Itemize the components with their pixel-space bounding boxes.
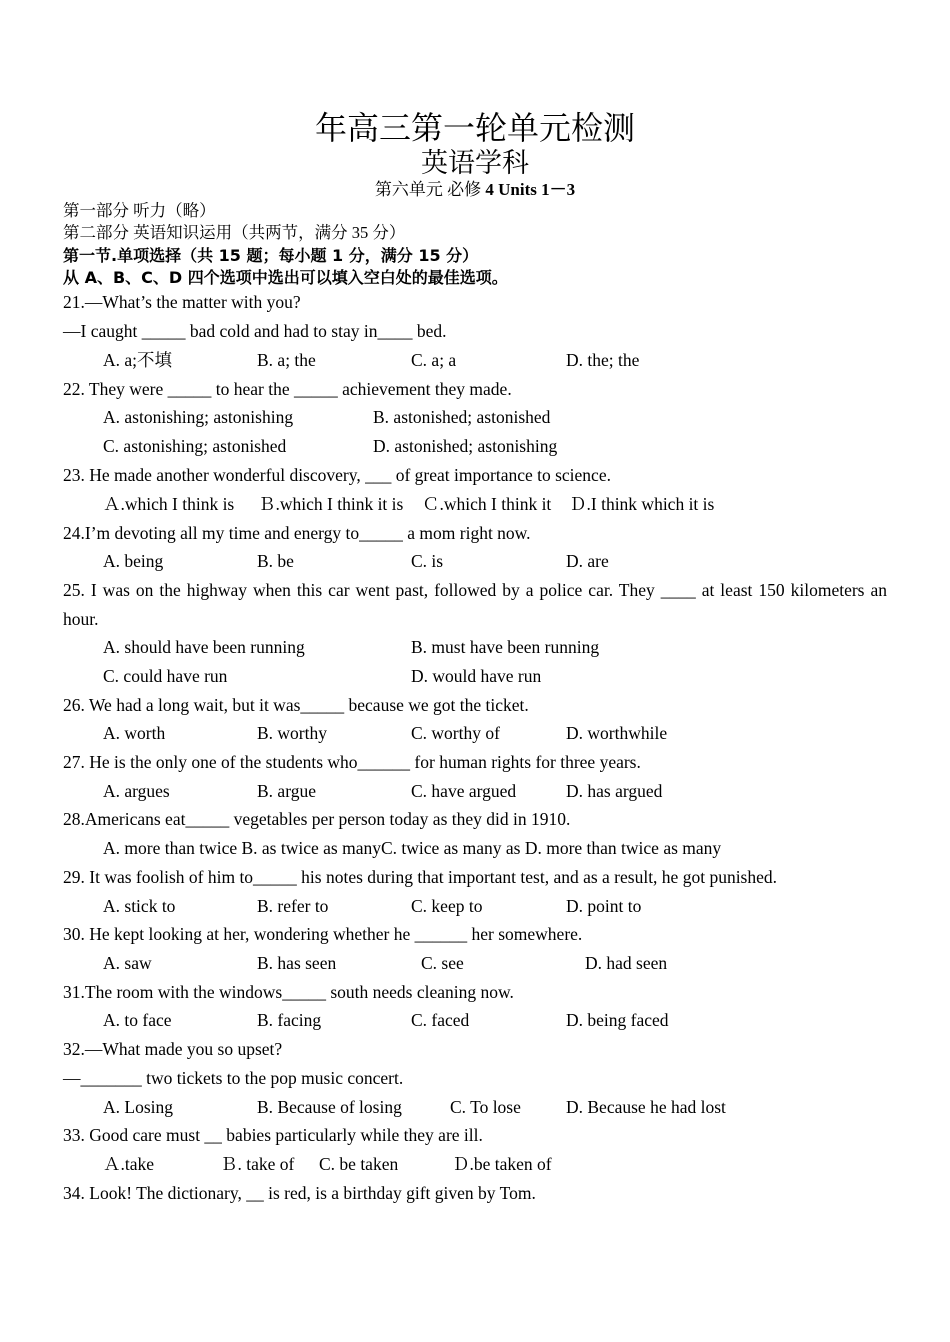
unit-prefix: 第六单元 必修 [374,180,482,199]
section1-heading: 第一节.单项选择（共 15 题；每小题 1 分，满分 15 分） [63,246,479,265]
question-34-stem: 34. Look! The dictionary, __ is red, is a birthday gift given by Tom. [63,1183,536,1203]
question-21-stem2: —I caught _____ bad cold and had to stay in____ bed. [63,321,447,341]
q26-option-d: D. worthwhile [566,723,668,743]
q23-option-d: Ｄ.I think which it is [569,494,715,514]
q21-option-c: C. a; a [411,350,457,370]
q32-option-a: A. Losing [103,1097,173,1117]
exam-title: 年高三第一轮单元检测 [314,110,635,146]
q30-option-c: C. see [421,953,464,973]
q22-option-d: D. astonished; astonishing [373,436,558,456]
unit-line [0,178,950,202]
q30-option-a: A. saw [103,953,152,973]
question-21-stem: 21.—What’s the matter with you? [63,292,301,312]
q29-option-d: D. point to [566,896,642,916]
part2-heading: 第二部分 英语知识运用（共两节，满分 35 分） [63,223,406,242]
q33-option-c: C. be taken [319,1154,399,1174]
question-27-stem: 27. He is the only one of the students who______ for human rights for three years. [63,752,641,772]
q31-option-c: C. faced [411,1010,470,1030]
question-32-stem2: —_______ two tickets to the pop music concert. [63,1068,404,1088]
q25-option-a: A. should have been running [103,637,305,657]
q31-option-d: D. being faced [566,1010,669,1030]
q25-option-d: D. would have run [411,666,542,686]
question-23-stem: 23. He made another wonderful discovery, ___ of great importance to science. [63,465,611,485]
q29-option-c: C. keep to [411,896,483,916]
instruction: 从 A、B、C、D 四个选项中选出可以填入空白处的最佳选项。 [63,268,508,287]
q26-option-b: B. worthy [257,723,327,743]
q32-option-c: C. To lose [450,1097,521,1117]
q23-option-c: Ｃ.which I think it [422,494,552,514]
question-32-stem: 32.—What made you so upset? [63,1039,283,1059]
question-26-stem: 26. We had a long wait, but it was_____ because we got the ticket. [63,695,529,715]
question-28-stem: 28.Americans eat_____ vegetables per person today as they did in 1910. [63,809,571,829]
q22-option-c: C. astonishing; astonished [103,436,287,456]
q26-option-c: C. worthy of [411,723,500,743]
q22-option-b: B. astonished; astonished [373,407,551,427]
question-25-stem: 25. I was on the highway when this car went past, followed by a police car. They ____ at least 150 kilometers an hour. [63,580,887,629]
q31-option-a: A. to face [103,1010,172,1030]
q27-option-a: A. argues [103,781,170,801]
question-30-stem: 30. He kept looking at her, wondering whether he ______ her somewhere. [63,924,583,944]
q21-option-b: B. a; the [257,350,316,370]
q24-option-d: D. are [566,551,609,571]
q24-option-b: B. be [257,551,294,571]
question-29-stem: 29. It was foolish of him to_____ his notes during that important test, and as a result, he got punished. [63,867,778,887]
q21-option-a: A. a;不填 [103,350,173,370]
question-31-stem: 31.The room with the windows_____ south needs cleaning now. [63,982,514,1002]
question-22-stem: 22. They were _____ to hear the _____ achievement they made. [63,379,512,399]
q21-option-d: D. the; the [566,350,640,370]
subject-title: 英语学科 [421,148,529,178]
q24-option-a: A. being [103,551,164,571]
q31-option-b: B. facing [257,1010,322,1030]
q24-option-c: C. is [411,551,444,571]
q27-option-d: D. has argued [566,781,663,801]
q33-option-d: Ｄ.be taken of [452,1154,552,1174]
part1-heading: 第一部分 听力（略） [63,201,216,220]
q23-option-a: Ａ.which I think is [103,494,235,514]
q33-option-a: Ａ.take [103,1154,155,1174]
q32-option-d: D. Because he had lost [566,1097,726,1117]
unit-suffix: 4 Units 1－3 [485,180,576,199]
q29-option-b: B. refer to [257,896,329,916]
q27-option-b: B. argue [257,781,316,801]
q29-option-a: A. stick to [103,896,176,916]
q33-option-b: Ｂ. take of [220,1154,295,1174]
question-24-stem: 24.I’m devoting all my time and energy to_____ a mom right now. [63,523,531,543]
q22-option-a: A. astonishing; astonishing [103,407,294,427]
q25-option-c: C. could have run [103,666,228,686]
q32-option-b: B. Because of losing [257,1097,402,1117]
q30-option-d: D. had seen [585,953,668,973]
q27-option-c: C. have argued [411,781,517,801]
q28-options: A. more than twice B. as twice as manyC. twice as many as D. more than twice as many [103,838,722,858]
q30-option-b: B. has seen [257,953,337,973]
q26-option-a: A. worth [103,723,166,743]
q23-option-b: Ｂ.which I think it is [258,494,404,514]
question-33-stem: 33. Good care must __ babies particularly while they are ill. [63,1125,483,1145]
q25-option-b: B. must have been running [411,637,600,657]
